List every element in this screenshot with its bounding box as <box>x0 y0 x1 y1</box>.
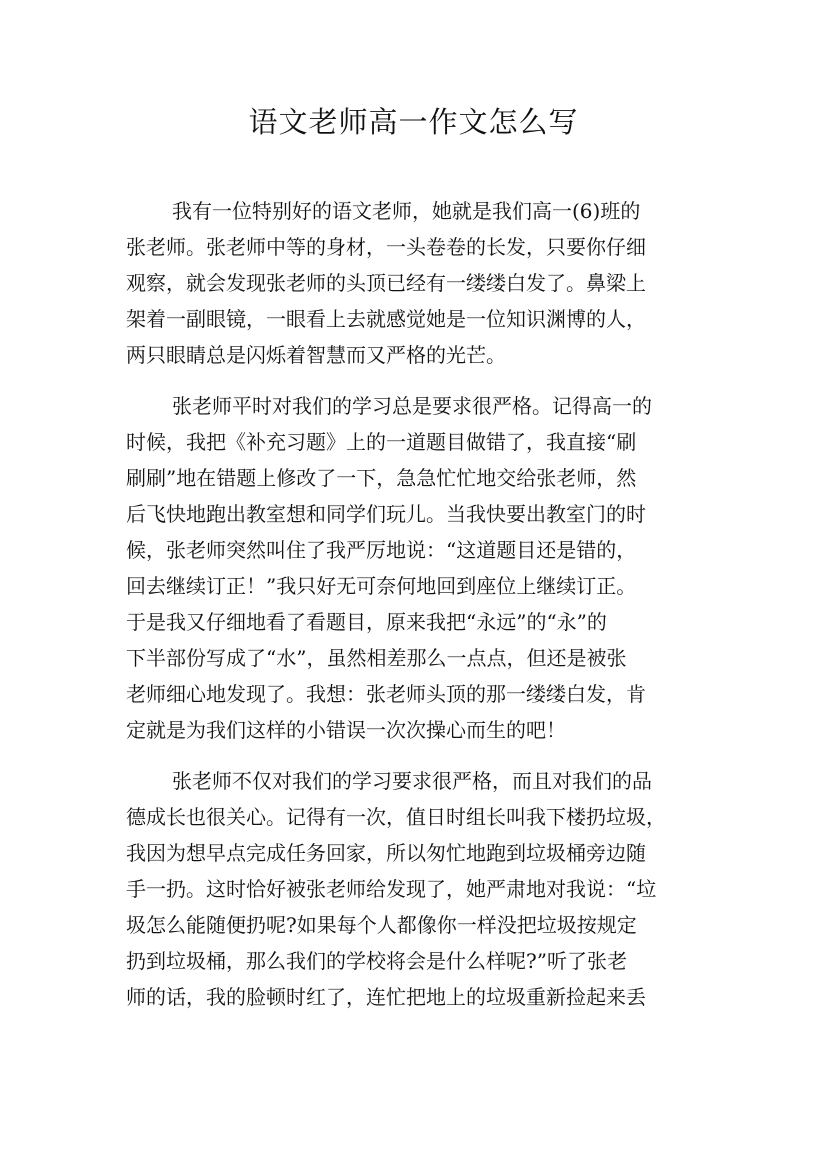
body-line: 张老师平时对我们的学习总是要求很严格。记得高一的 <box>172 394 652 418</box>
body-line: 定就是为我们这样的小错误一次次操心而生的吧！ <box>126 718 566 742</box>
body-line: 两只眼睛总是闪烁着智慧而又严格的光芒。 <box>126 343 506 367</box>
body-line: 师的话，我的脸顿时红了，连忙把地上的垃圾重新捡起来丢 <box>126 985 646 1009</box>
body-line: 观察，就会发现张老师的头顶已经有一缕缕白发了。鼻梁上 <box>126 271 646 295</box>
body-line: 候，张老师突然叫住了我严厉地说：“这道题目还是错的， <box>126 538 637 562</box>
body-line: 下半部份写成了“水”，虽然相差那么一点点，但还是被张 <box>126 646 627 670</box>
body-line: 时候，我把《补充习题》上的一道题目做错了，我直接“刷 <box>126 430 637 454</box>
body-line: 手一扔。这时恰好被张老师给发现了，她严肃地对我说：“垃 <box>126 877 657 901</box>
body-line: 我有一位特别好的语文老师，她就是我们高一(6)班的 <box>172 199 641 223</box>
body-line: 老师细心地发现了。我想：张老师头顶的那一缕缕白发，肯 <box>126 682 646 706</box>
body-line: 扔到垃圾桶，那么我们的学校将会是什么样呢?”听了张老 <box>126 949 627 973</box>
body-line: 张老师不仅对我们的学习要求很严格，而且对我们的品 <box>172 769 652 793</box>
body-line: 圾怎么能随便扔呢?如果每个人都像你一样没把垃圾按规定 <box>126 913 637 937</box>
body-line: 于是我又仔细地看了看题目，原来我把“永远”的“永”的 <box>126 610 607 634</box>
body-line: 回去继续订正！”我只好无可奈何地回到座位上继续订正。 <box>126 574 637 598</box>
body-line: 后飞快地跑出教室想和同学们玩儿。当我快要出教室门的时 <box>126 502 646 526</box>
body-line: 刷刷”地在错题上修改了一下，急急忙忙地交给张老师，然 <box>126 466 637 490</box>
body-line: 张老师。张老师中等的身材，一头卷卷的长发，只要你仔细 <box>126 235 646 259</box>
body-line: 架着一副眼镜，一眼看上去就感觉她是一位知识渊博的人， <box>126 307 646 331</box>
body-line: 我因为想早点完成任务回家，所以匆忙地跑到垃圾桶旁边随 <box>126 841 646 865</box>
document-title: 语文老师高一作文怎么写 <box>248 105 579 139</box>
body-line: 德成长也很关心。记得有一次，值日时组长叫我下楼扔垃圾， <box>126 805 666 829</box>
